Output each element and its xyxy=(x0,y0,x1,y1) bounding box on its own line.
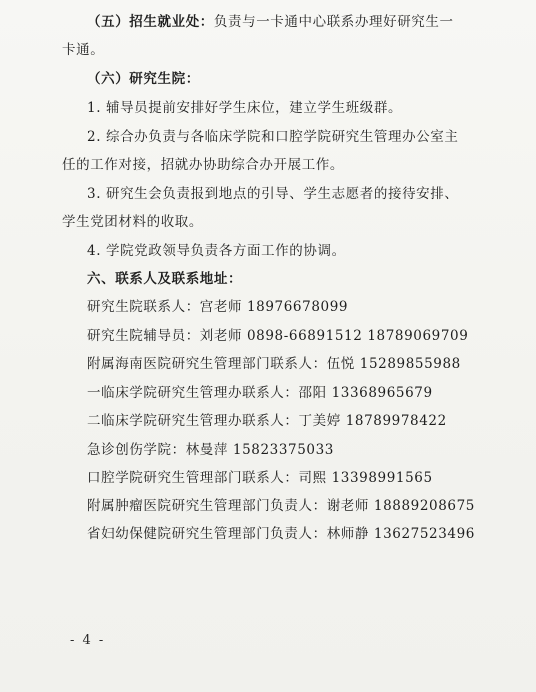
contact-line: 研究生院辅导员：刘老师 0898-66891512 18789069709 xyxy=(87,328,469,344)
contact-line: 附属肿瘤医院研究生管理部门负责人：谢老师 18889208675 xyxy=(87,498,475,514)
section6-item-3-cont: 学生党团材料的收取。 xyxy=(62,214,203,230)
section6-item-1: 1. 辅导员提前安排好学生床位，建立学生班级群。 xyxy=(87,100,403,116)
contact-line: 一临床学院研究生管理办联系人：邵阳 13368965679 xyxy=(87,385,433,401)
section5-line1 xyxy=(87,12,454,32)
page-number: - 4 - xyxy=(70,633,106,648)
contact-line: 二临床学院研究生管理办联系人：丁美婷 18789978422 xyxy=(87,413,447,429)
contact-line: 研究生院联系人：宫老师 18976678099 xyxy=(87,299,349,315)
section5-heading: （五）招生就业处： xyxy=(87,14,214,30)
section6-item-2-cont: 任的工作对接，招就办协助综合办开展工作。 xyxy=(62,157,344,173)
section5-text: 负责与一卡通中心联系办理好研究生一 xyxy=(213,14,454,30)
section6-item-4: 4. 学院党政领导负责各方面工作的协调。 xyxy=(87,243,346,259)
contact-line: 口腔学院研究生管理部门联系人：司熙 13398991565 xyxy=(87,470,433,486)
section6-item-3: 3. 研究生会负责报到地点的引导、学生志愿者的接待安排、 xyxy=(87,186,459,202)
contact-line: 省妇幼保健院研究生管理部门负责人：林师静 13627523496 xyxy=(87,526,475,542)
contacts-heading: 六、联系人及联系地址： xyxy=(87,271,243,287)
contact-line: 附属海南医院研究生管理部门联系人：伍悦 15289855988 xyxy=(87,356,461,372)
contact-line: 急诊创伤学院：林曼萍 15823375033 xyxy=(87,442,334,458)
section5-line2: 卡通。 xyxy=(62,42,105,58)
section6-item-2: 2. 综合办负责与各临床学院和口腔学院研究生管理办公室主 xyxy=(87,129,459,145)
section6-heading: （六）研究生院： xyxy=(87,71,200,87)
